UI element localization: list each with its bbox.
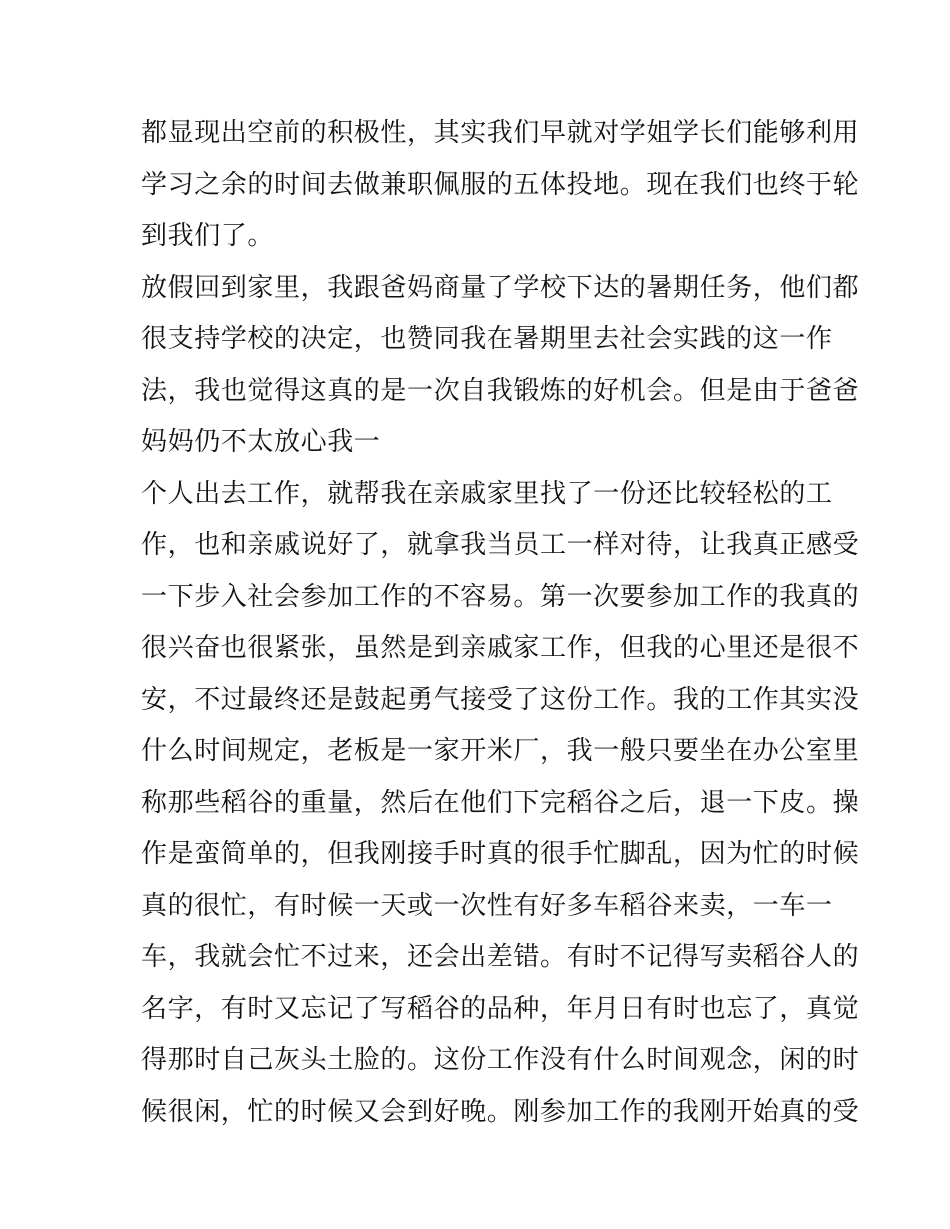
text-line: 法，我也觉得这真的是一次自我锻炼的好机会。但是由于爸爸 (141, 375, 860, 406)
text-line: 放假回到家里，我跟爸妈商量了学校下达的暑期任务，他们都 (141, 272, 860, 303)
text-line: 安，不过最终还是鼓起勇气接受了这份工作。我的工作其实没 (141, 684, 860, 715)
body-text (141, 108, 860, 1138)
text-line: 妈妈仍不太放心我一 (141, 427, 381, 457)
text-line: 名字，有时又忘记了写稻谷的品种，年月日有时也忘了，真觉 (141, 993, 860, 1024)
text-line: 很兴奋也很紧张，虽然是到亲戚家工作，但我的心里还是很不 (141, 633, 860, 663)
text-line: 都显现出空前的积极性，其实我们早就对学姐学长们能够利用 (141, 118, 860, 148)
text-line: 到我们了。 (141, 221, 275, 251)
text-line: 作，也和亲戚说好了，就拿我当员工一样对待，让我真正感受 (141, 530, 860, 560)
text-line: 得那时自己灰头土脸的。这份工作没有什么时间观念，闲的时 (141, 1045, 860, 1075)
text-line: 一下步入社会参加工作的不容易。第一次要参加工作的我真的 (141, 581, 860, 612)
text-line: 候很闲，忙的时候又会到好晚。刚参加工作的我刚开始真的受 (141, 1096, 860, 1127)
text-line: 真的很忙，有时候一天或一次性有好多车稻谷来卖，一车一 (141, 890, 833, 921)
text-line: 作是蛮简单的，但我刚接手时真的很手忙脚乱，因为忙的时候 (141, 839, 860, 869)
text-line: 个人出去工作，就帮我在亲戚家里找了一份还比较轻松的工 (141, 478, 833, 509)
text-line: 车，我就会忙不过来，还会出差错。有时不记得写卖稻谷人的 (141, 942, 860, 972)
text-line: 很支持学校的决定，也赞同我在暑期里去社会实践的这一作 (141, 324, 833, 354)
text-line: 什么时间规定，老板是一家开米厂，我一般只要坐在办公室里 (141, 736, 860, 766)
text-line: 称那些稻谷的重量，然后在他们下完稻谷之后，退一下皮。操 (141, 787, 860, 818)
text-line: 学习之余的时间去做兼职佩服的五体投地。现在我们也终于轮 (141, 169, 860, 200)
